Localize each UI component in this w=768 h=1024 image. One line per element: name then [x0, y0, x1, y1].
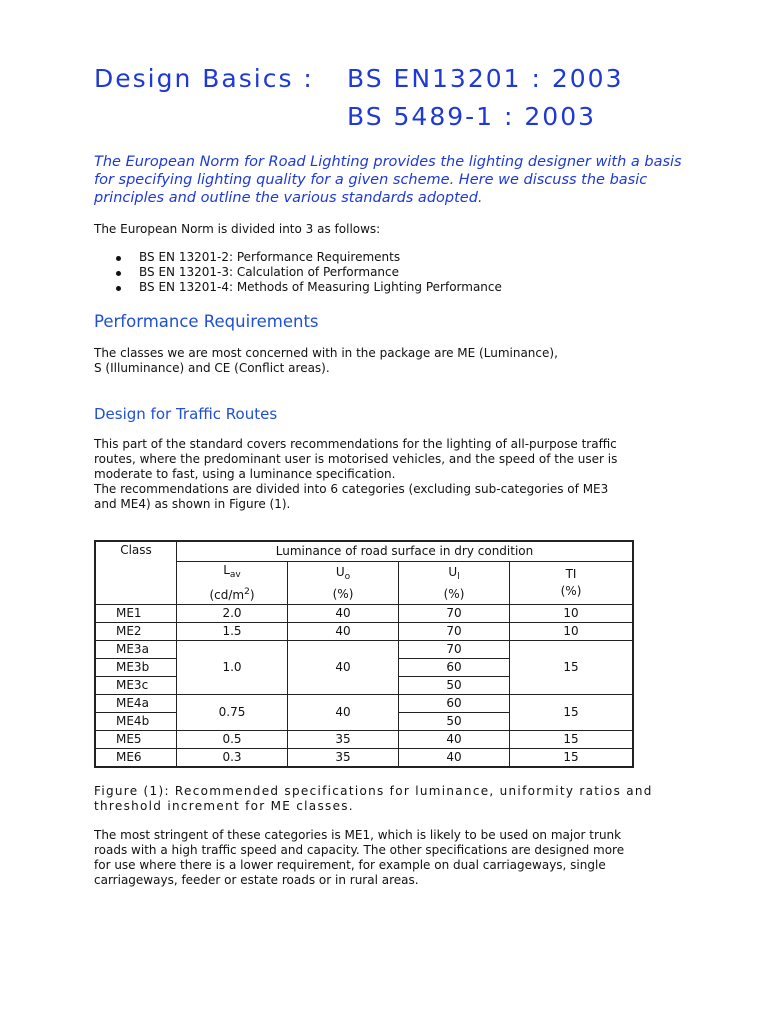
figure-caption: Figure (1): Recommended specifications for luminance, uniformity ratios and threshold increment for ME classes.: [94, 784, 653, 813]
table-row: ME6 0.3 35 40 15: [95, 749, 633, 768]
table-row: ME4b 50: [95, 713, 633, 731]
group-header: Luminance of road surface in dry condition: [177, 541, 634, 562]
closing-text-1: The most stringent of these categories is ME1, which is likely to be used on major trunk: [94, 828, 622, 842]
list-item: BS EN 13201-2: Performance Requirements: [94, 250, 502, 265]
lav-header: $L_{av}$ $(cd/m^2)$: [177, 562, 288, 605]
performance-text-1: The classes we are most concerned with in the package are ME (Luminance),: [94, 346, 558, 360]
traffic-text-3: moderate to fast, using a luminance specification.: [94, 467, 396, 481]
closing-text-3: for use where there is a lower requirement, for example on dual carriageways, single: [94, 858, 606, 872]
table-row: ME1 2.0 40 70 10: [95, 605, 633, 623]
traffic-text-4: The recommendations are divided into 6 categories (excluding sub-categories of ME3: [94, 482, 609, 496]
list-item: BS EN 13201-3: Calculation of Performance: [94, 265, 502, 280]
traffic-text-2: routes, where the predominant user is motorised vehicles, and the speed of the user is: [94, 452, 618, 466]
ti-header: TI (%): [510, 562, 634, 605]
traffic-text-1: This part of the standard covers recommendations for the lighting of all-purpose traffic: [94, 437, 617, 451]
bullet-icon: [116, 256, 121, 261]
class-header: Class: [95, 541, 177, 605]
traffic-heading: Design for Traffic Routes: [94, 405, 278, 423]
table-row: ME2 1.5 40 70 10: [95, 623, 633, 641]
title-standard-1: BS EN13201 : 2003: [347, 64, 624, 93]
closing-text-2: roads with a high traffic speed and capacity. The other specifications are designed more: [94, 843, 625, 857]
traffic-text-5: and ME4) as shown in Figure (1).: [94, 497, 291, 511]
performance-heading: Performance Requirements: [94, 312, 319, 331]
title-prefix: Design Basics :: [94, 64, 314, 93]
performance-text-2: S (Illuminance) and CE (Conflict areas).: [94, 361, 330, 375]
list-item: BS EN 13201-4: Methods of Measuring Lighting Performance: [94, 280, 502, 295]
table-row: ME3b 60: [95, 659, 633, 677]
norm-divided-text: The European Norm is divided into 3 as follows:: [94, 222, 381, 236]
me-classes-table: [94, 540, 634, 768]
ul-header: $U_l$ (%): [399, 562, 510, 605]
table-header-row: [95, 541, 633, 562]
table-row: ME5 0.5 35 40 15: [95, 731, 633, 749]
standards-list: [94, 250, 502, 295]
table-row: ME4a 0.75 40 60 15: [95, 695, 633, 713]
table-subheader-row: [95, 562, 633, 605]
closing-text-4: carriageways, feeder or estate roads or in rural areas.: [94, 873, 419, 887]
bullet-icon: [116, 286, 121, 291]
bullet-icon: [116, 271, 121, 276]
uo-header: $U_o$ (%): [288, 562, 399, 605]
table-row: ME3a 1.0 40 70 15: [95, 641, 633, 659]
table-row: ME3c 50: [95, 677, 633, 695]
title-standard-2: BS 5489-1 : 2003: [347, 102, 597, 131]
intro-paragraph: The European Norm for Road Lighting provides the lighting designer with a basis for specifying lighting quality for a given scheme. Here we discuss the basic principles and outline the various standards adopted.: [94, 154, 682, 206]
